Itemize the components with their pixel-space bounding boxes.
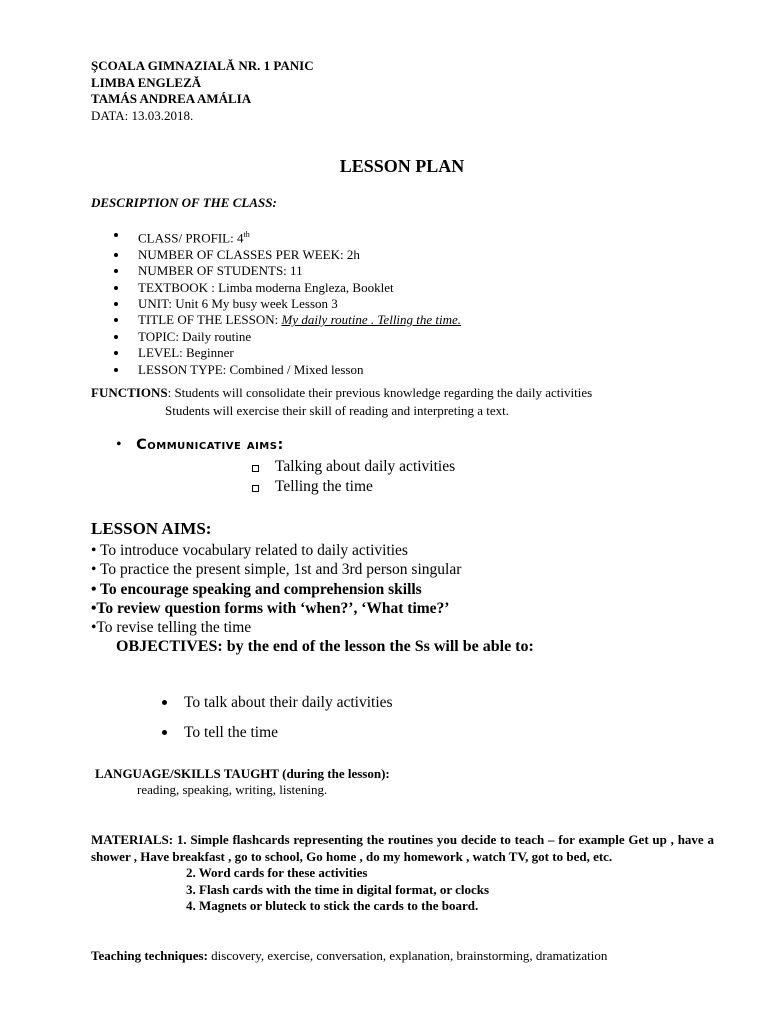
description-heading: DESCRIPTION OF THE CLASS: xyxy=(91,195,277,210)
functions-section xyxy=(91,384,592,420)
functions-label: FUNCTIONS xyxy=(91,385,168,400)
subject-name: LIMBA ENGLEZĂ xyxy=(91,74,202,90)
list-item: LESSON TYPE: Combined / Mixed lesson xyxy=(110,362,461,378)
list-item xyxy=(110,312,461,328)
teaching-body: discovery, exercise, conversation, explanation, brainstorming, dramatization xyxy=(207,948,608,963)
list-item: NUMBER OF CLASSES PER WEEK: 2h xyxy=(110,247,461,263)
list-item: To tell the time xyxy=(160,718,393,748)
language-label: LANGUAGE/SKILLS TAUGHT (during the lesson): xyxy=(95,766,390,781)
page-title: LESSON PLAN xyxy=(339,156,465,176)
communicative-heading xyxy=(116,436,284,454)
list-item: • To encourage speaking and comprehension skills xyxy=(91,580,422,598)
list-item: TOPIC: Daily routine xyxy=(110,329,461,345)
list-item: •To review question forms with ‘when?’, ‘What time?’ xyxy=(91,599,450,617)
list-item: • To practice the present simple, 1st and 3rd person singular xyxy=(91,561,462,579)
class-profile: CLASS/ PROFIL: 4 xyxy=(138,230,244,246)
lesson-title-label: TITLE OF THE LESSON: xyxy=(138,312,282,328)
language-body: reading, speaking, writing, listening. xyxy=(137,782,328,797)
objectives-list xyxy=(160,688,393,748)
functions-line1: : Students will consolidate their previous knowledge regarding the daily activities xyxy=(167,385,593,400)
list-item: • To introduce vocabulary related to daily activities xyxy=(91,542,408,559)
list-item: LEVEL: Beginner xyxy=(110,345,461,361)
materials-item: 2. Word cards for these activities xyxy=(186,865,368,880)
list-item: To talk about their daily activities xyxy=(160,688,393,718)
communicative-label: Communicative aims: xyxy=(136,437,284,453)
document-header xyxy=(91,58,314,124)
list-item xyxy=(110,227,461,247)
list-item: UNIT: Unit 6 My busy week Lesson 3 xyxy=(110,296,461,312)
teaching-section xyxy=(91,948,607,964)
teacher-name: TAMÁS ANDREA AMÁLIA xyxy=(91,91,252,106)
bullet-icon: • xyxy=(116,436,123,453)
materials-intro: MATERIALS: 1. Simple flashcards representing the routines you decide to teach – for example Get up , have a shower , Have breakfast , go to school, Go home , do my homework , watch TV, got to bed, etc. xyxy=(91,832,714,864)
teaching-label: Teaching techniques: xyxy=(91,948,208,963)
functions-line2: Students will exercise their skill of reading and interpreting a text. xyxy=(165,403,510,418)
materials-item: 3. Flash cards with the time in digital format, or clocks xyxy=(186,881,490,897)
description-list xyxy=(110,227,461,378)
materials-item: 4. Magnets or bluteck to stick the cards to the board. xyxy=(186,898,479,913)
school-name: ŞCOALA GIMNAZIALĂ NR. 1 PANIC xyxy=(91,58,314,73)
lesson-aims-heading: LESSON AIMS: xyxy=(91,519,212,538)
lesson-date: DATA: 13.03.2018. xyxy=(91,107,194,123)
list-item: NUMBER OF STUDENTS: 11 xyxy=(110,263,461,279)
list-item: TEXTBOOK : Limba moderna Engleza, Booklet xyxy=(110,280,461,296)
materials-section xyxy=(91,832,714,915)
list-item: Talking about daily activities xyxy=(250,457,455,477)
language-section xyxy=(95,766,390,798)
communicative-list xyxy=(250,457,455,496)
lesson-aims-list xyxy=(91,541,461,637)
list-item: Telling the time xyxy=(250,477,455,497)
list-item: •To revise telling the time xyxy=(91,619,252,637)
class-sup: th xyxy=(243,230,250,239)
lesson-title-value: My daily routine . Telling the time. xyxy=(281,312,462,328)
objectives-heading: OBJECTIVES: by the end of the lesson the Ss will be able to: xyxy=(116,638,534,655)
